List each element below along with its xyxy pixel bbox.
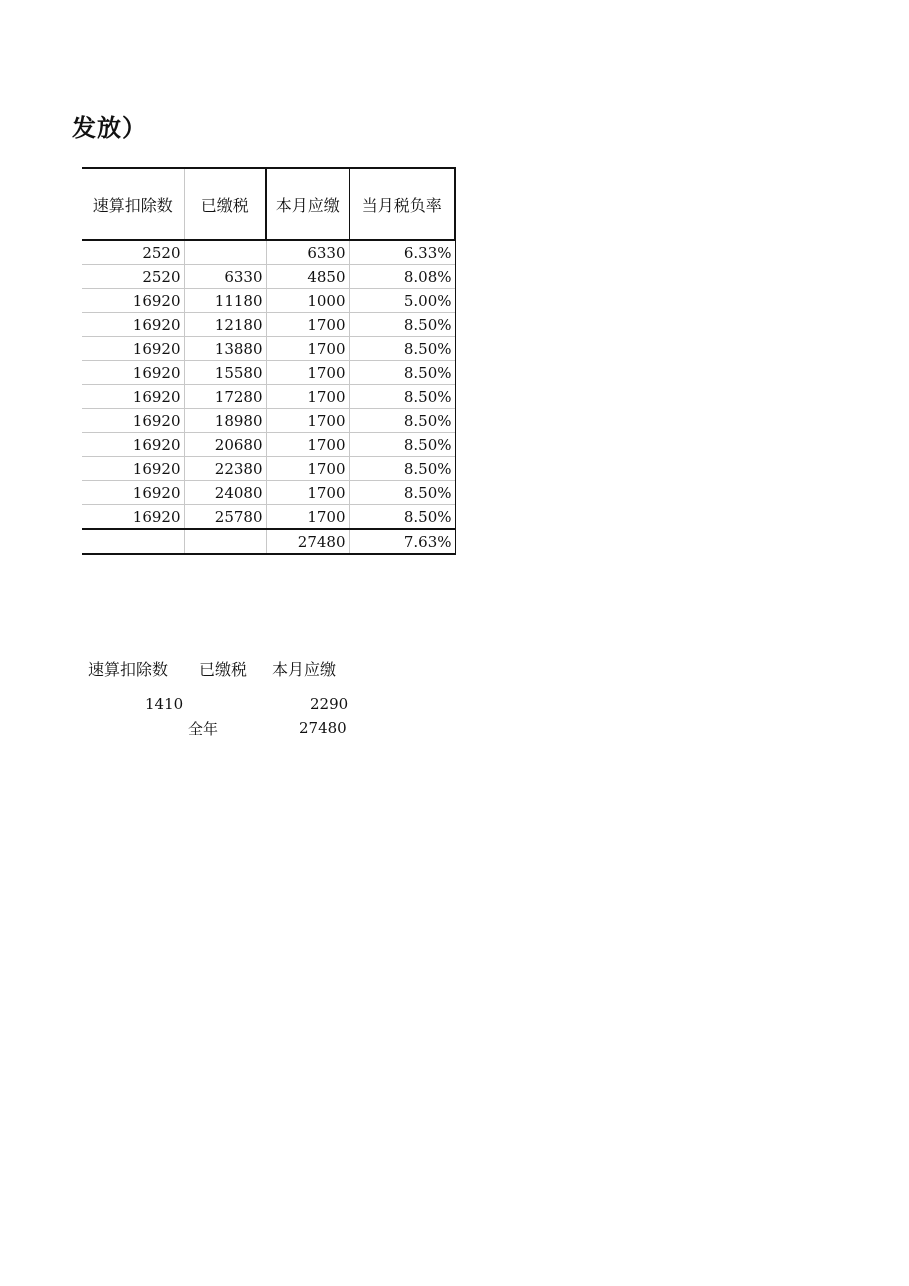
header-quick-deduction: 速算扣除数 — [82, 168, 184, 240]
quick-deduction-cell: 16920 — [82, 313, 184, 337]
quick-deduction-cell: 16920 — [82, 457, 184, 481]
tax-rate-cell: 8.08% — [349, 265, 455, 289]
monthly-due-cell: 1700 — [266, 505, 349, 530]
quick-deduction-cell: 16920 — [82, 337, 184, 361]
tax-paid-cell: 18980 — [184, 409, 266, 433]
tax-paid-cell: 20680 — [184, 433, 266, 457]
tax-paid-cell: 12180 — [184, 313, 266, 337]
monthly-due-cell: 1700 — [266, 409, 349, 433]
monthly-due-value: 2290 — [310, 695, 349, 713]
tax-table — [82, 167, 456, 555]
deduction-value: 1410 — [145, 695, 184, 713]
quick-deduction-cell: 16920 — [82, 481, 184, 505]
header-monthly-due-2: 本月应缴 — [272, 660, 337, 679]
quick-deduction-cell: 16920 — [82, 433, 184, 457]
tax-paid-cell: 13880 — [184, 337, 266, 361]
tax-paid-cell: 11180 — [184, 289, 266, 313]
table-row — [82, 457, 455, 481]
quick-deduction-cell: 2520 — [82, 240, 184, 265]
monthly-due-cell: 1700 — [266, 385, 349, 409]
table-row — [82, 385, 455, 409]
table-row — [82, 265, 455, 289]
table-row — [82, 505, 455, 530]
tax-rate-cell: 5.00% — [349, 289, 455, 313]
table-row — [82, 337, 455, 361]
tax-paid-cell: 15580 — [184, 361, 266, 385]
quick-deduction-cell: 16920 — [82, 289, 184, 313]
quick-deduction-cell: 16920 — [82, 385, 184, 409]
total-tax-paid-cell — [184, 529, 266, 554]
table-row — [82, 361, 455, 385]
header-quick-deduction-2: 速算扣除数 — [88, 660, 169, 679]
monthly-due-cell: 1700 — [266, 337, 349, 361]
table-row — [82, 481, 455, 505]
tax-paid-cell: 24080 — [184, 481, 266, 505]
monthly-due-cell: 4850 — [266, 265, 349, 289]
tax-paid-cell: 25780 — [184, 505, 266, 530]
monthly-due-cell: 6330 — [266, 240, 349, 265]
tax-rate-cell: 8.50% — [349, 505, 455, 530]
table-row — [82, 289, 455, 313]
tax-rate-cell: 8.50% — [349, 337, 455, 361]
table-row — [82, 240, 455, 265]
quick-deduction-cell: 2520 — [82, 265, 184, 289]
annual-total-value: 27480 — [299, 719, 347, 737]
table-row — [82, 313, 455, 337]
table-row — [82, 433, 455, 457]
tax-rate-cell: 8.50% — [349, 481, 455, 505]
tax-paid-cell: 6330 — [184, 265, 266, 289]
tax-paid-cell: 17280 — [184, 385, 266, 409]
header-monthly-tax-rate: 当月税负率 — [349, 168, 455, 240]
monthly-due-cell: 1700 — [266, 433, 349, 457]
total-monthly-due-cell: 27480 — [266, 529, 349, 554]
quick-deduction-cell: 16920 — [82, 361, 184, 385]
quick-deduction-cell: 16920 — [82, 409, 184, 433]
monthly-due-cell: 1000 — [266, 289, 349, 313]
monthly-due-cell: 1700 — [266, 457, 349, 481]
tax-rate-cell: 8.50% — [349, 385, 455, 409]
annual-label: 全年 — [188, 720, 219, 738]
tax-paid-cell — [184, 240, 266, 265]
monthly-due-cell: 1700 — [266, 313, 349, 337]
table-header-row — [82, 168, 455, 240]
tax-rate-cell: 8.50% — [349, 313, 455, 337]
header-monthly-due: 本月应缴 — [266, 168, 349, 240]
header-tax-paid-2: 已缴税 — [199, 660, 248, 679]
table-row — [82, 409, 455, 433]
table-total-row — [82, 529, 455, 554]
tax-rate-cell: 8.50% — [349, 361, 455, 385]
total-tax-rate-cell: 7.63% — [349, 529, 455, 554]
monthly-due-cell: 1700 — [266, 361, 349, 385]
tax-rate-cell: 8.50% — [349, 433, 455, 457]
header-tax-paid: 已缴税 — [184, 168, 266, 240]
tax-paid-cell: 22380 — [184, 457, 266, 481]
page-title: 发放） — [72, 114, 147, 142]
tax-rate-cell: 6.33% — [349, 240, 455, 265]
monthly-due-cell: 1700 — [266, 481, 349, 505]
tax-rate-cell: 8.50% — [349, 409, 455, 433]
total-quick-deduction-cell — [82, 529, 184, 554]
quick-deduction-cell: 16920 — [82, 505, 184, 530]
tax-rate-cell: 8.50% — [349, 457, 455, 481]
